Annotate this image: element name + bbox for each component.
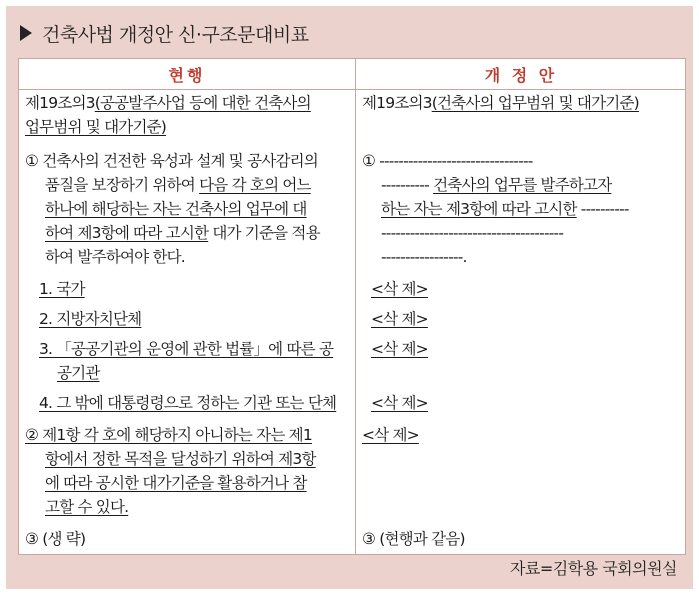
current-item3-line1: 3. 「공공기관의 운영에 관한 법률」에 따른 공 [39,340,334,358]
proposed-p3: ③ (현행과 같음) [362,530,465,548]
proposed-item4: <삭 제> [371,394,428,412]
current-p2-line3: 에 따라 공시한 대가기준을 활용하거나 참 [45,474,307,492]
proposed-p1-line3: 하는 자는 제3항에 따라 고시한 ---------- [381,200,629,218]
current-p2-line2: 항에서 정한 목적을 달성하기 위하여 제3항 [45,450,316,468]
current-item4: 4. 그 밖에 대통령령으로 정하는 기관 또는 단체 [39,394,337,412]
comparison-table [18,58,686,555]
proposed-p1-line4: -------------------------------------- [381,224,564,242]
current-item1: 1. 국가 [39,280,85,298]
current-p1-line2: 품질을 보장하기 위하여 다음 각 호의 어느 [45,176,311,194]
proposed-article-heading: 제19조의3(건축사의 업무범위 및 대가기준) [362,94,639,112]
column-divider [355,59,356,554]
proposed-p1-line1: ① -------------------------------- [362,152,533,170]
proposed-p2: <삭 제> [362,426,419,444]
current-item2: 2. 지방자치단체 [39,310,142,328]
source-credit: 자료=김학용 국회의원실 [509,559,677,578]
triangle-bullet-icon [20,25,32,41]
header-proposed: 개 정 안 [484,65,558,85]
proposed-item2: <삭 제> [371,310,428,328]
proposed-item3: <삭 제> [371,340,428,358]
header-divider [19,89,685,90]
proposed-p1-line2: ---------- 건축사의 업무를 발주하고자 [381,176,612,194]
current-p1-line4: 하여 제3항에 따라 고시한 대가 기준을 적용 [45,224,320,242]
figure-title [20,20,309,46]
proposed-item1: <삭 제> [371,280,428,298]
proposed-p1-line5: -----------------. [381,248,467,266]
current-p2-line4: 고할 수 있다. [45,498,129,516]
figure-title-text: 건축사법 개정안 신·구조문대비표 [42,23,309,46]
current-p1-line5: 하여 발주하여야 한다. [45,248,185,266]
current-p2-line1: ② 제1항 각 호에 해당하지 아니하는 자는 제1 [25,426,312,444]
current-article-heading: 제19조의3(공공발주사업 등에 대한 건축사의 [25,94,311,112]
current-p1-line1: ① 건축사의 건전한 육성과 설계 및 공사감리의 [25,152,318,170]
current-item3-line2: 공기관 [57,364,100,382]
current-p1-line3: 하나에 해당하는 자는 건축사의 업무에 대 [45,200,307,218]
current-article-heading-cont: 업무범위 및 대가기준) [25,118,167,136]
current-p3: ③ (생 략) [25,530,86,548]
header-current: 현행 [168,65,206,85]
